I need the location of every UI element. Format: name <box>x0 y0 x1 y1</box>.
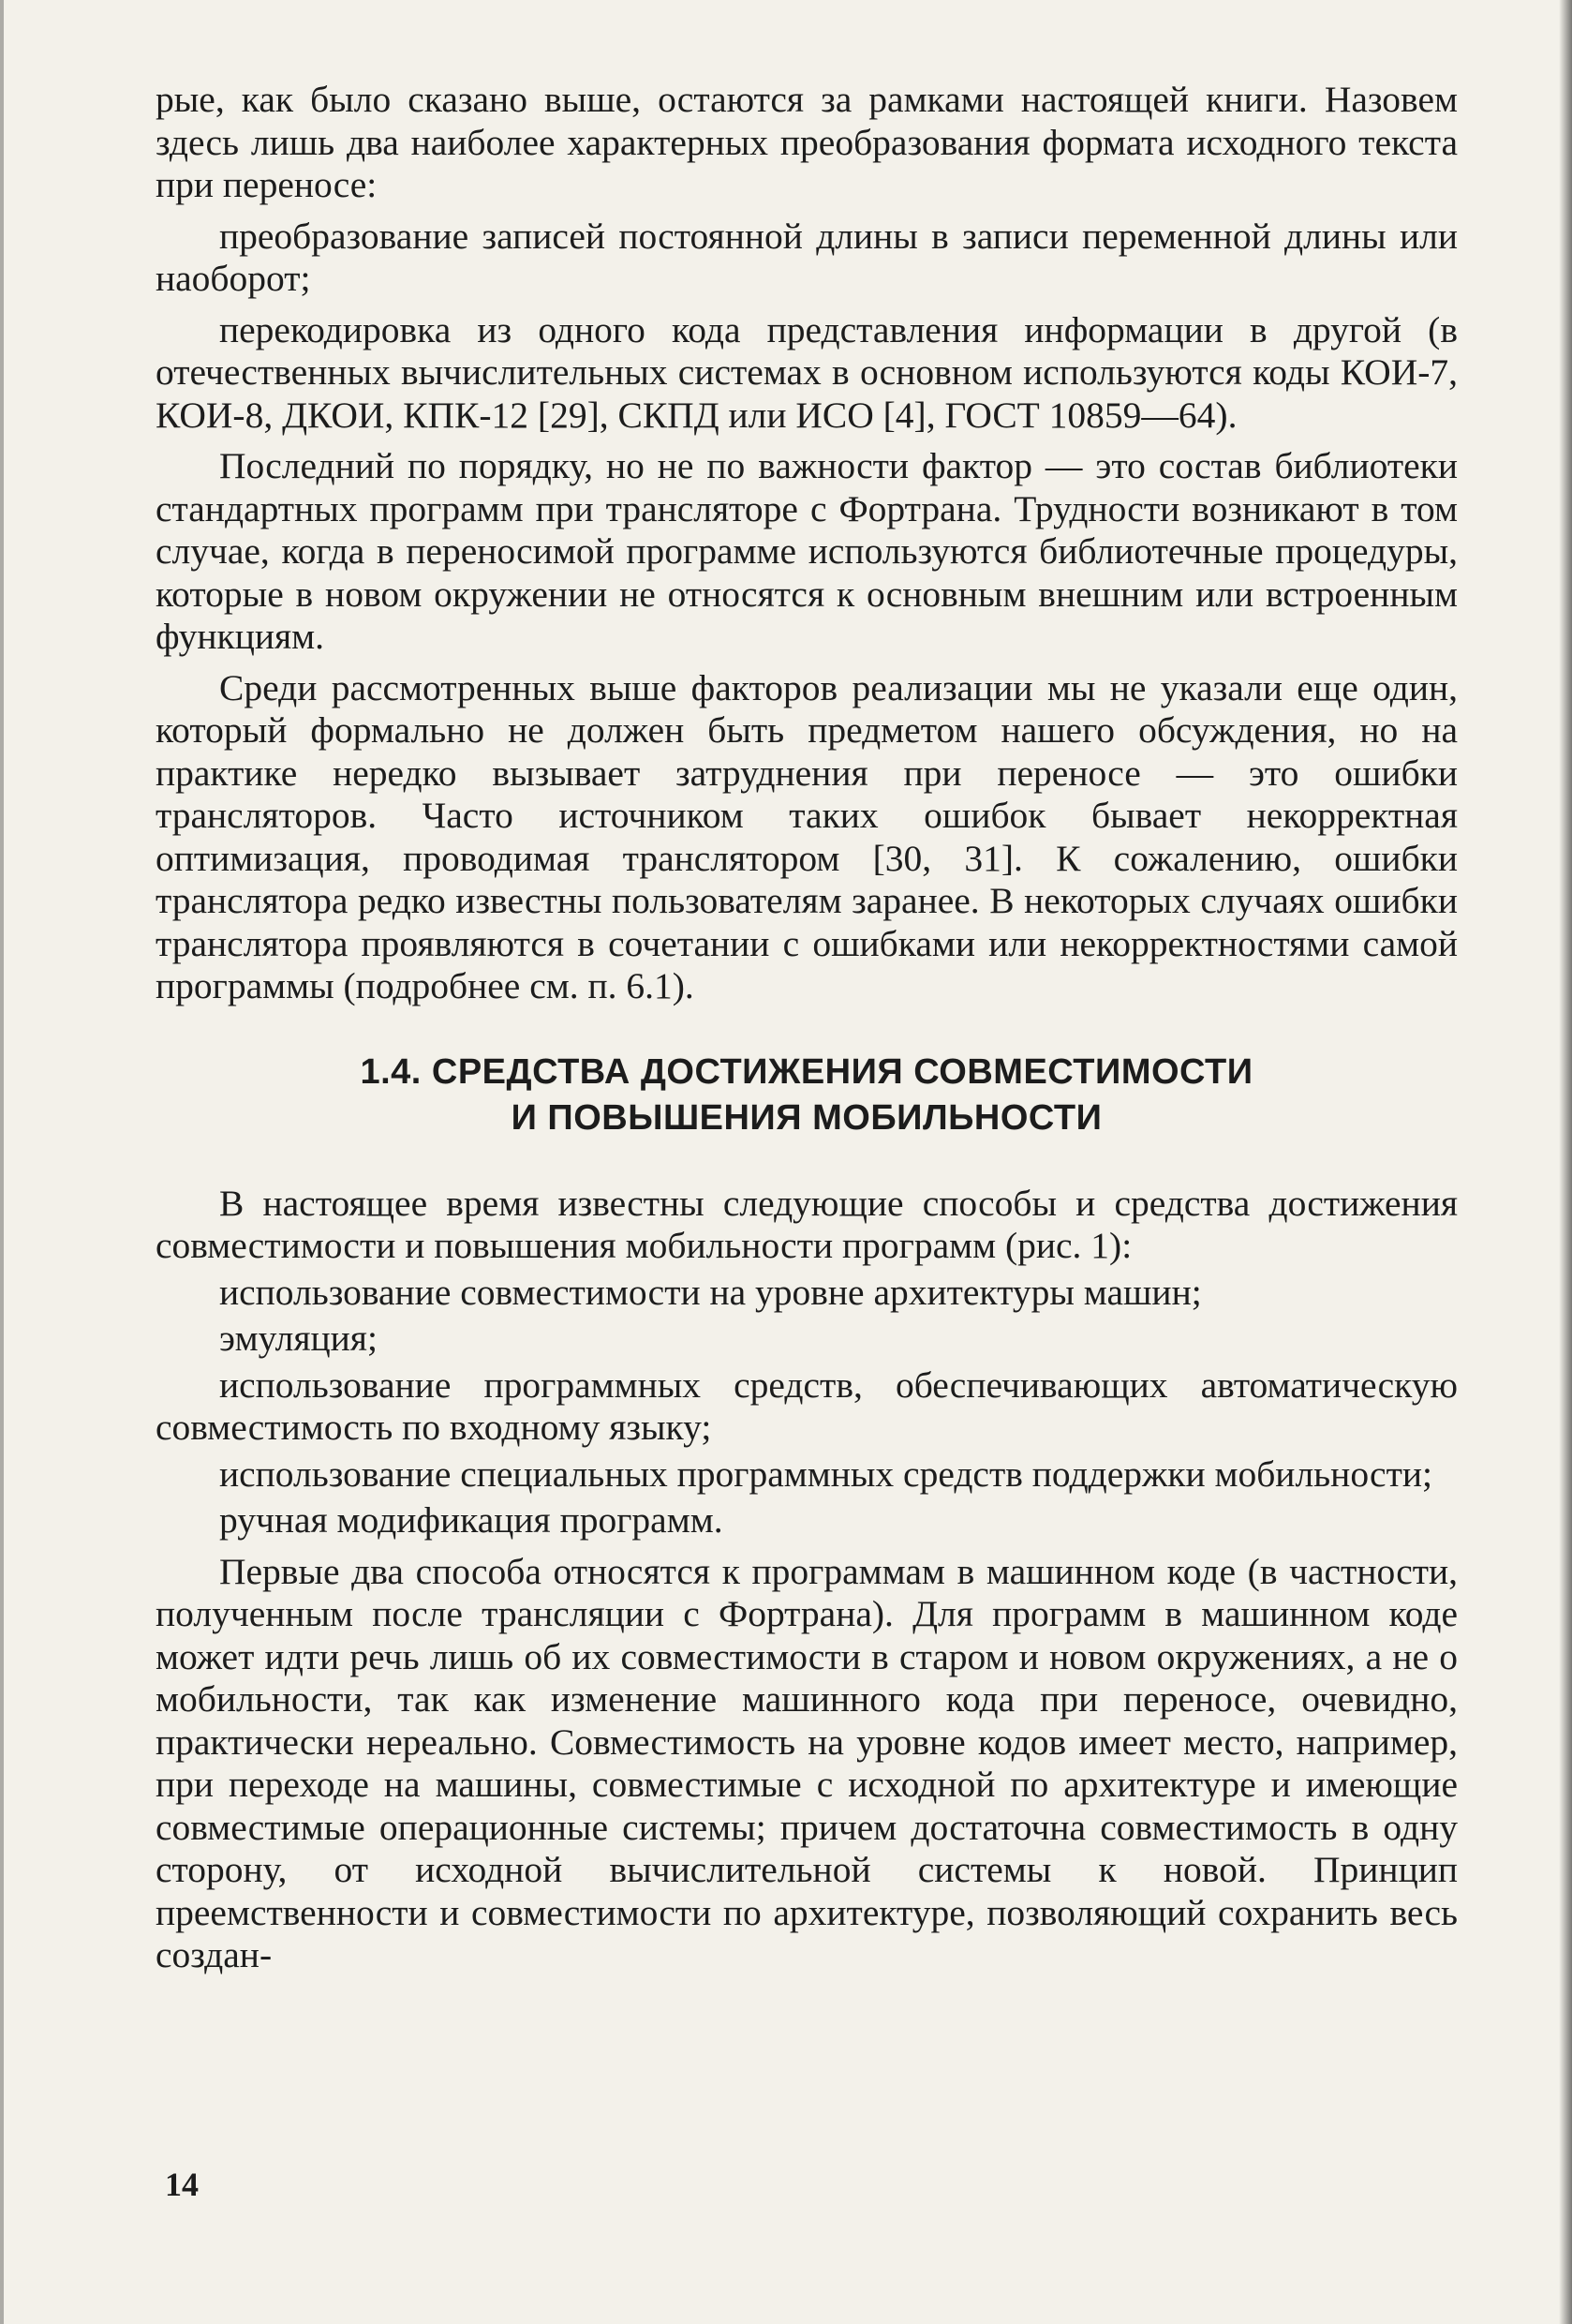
list-item: использование совместимости на уровне архитектуры машин; <box>219 1271 1202 1313</box>
section-heading <box>156 1050 1458 1141</box>
list-item: использование программных средств, обеспечивающих автоматическую совместимость по входному языку; <box>156 1363 1458 1448</box>
list-item: эмуляция; <box>219 1318 378 1359</box>
list-item: ручная модификация программ. <box>219 1499 723 1541</box>
paragraph-translator-errors: Среди рассмотренных выше факторов реализации мы не указали еще один, который формально не должен быть предметом нашего обсуждения, но на практике нередко вызывает затруднения при переносе — это ошибки трансляторов. Часто источником таких ошибок бывает некорректная оптимизация, проводимая транслятором [30, 31]. К сожалению, ошибки транслятора редко известны пользователям заранее. В некоторых случаях ошибки транслятора проявляются в сочетании с ошибками или некорректностями самой программы (подробнее см. п. 6.1). <box>156 666 1458 1006</box>
paragraph-recoding: перекодировка из одного кода представления информации в другой (в отечественных вычислительных системах в основном используются коды КОИ-7, КОИ-8, ДКОИ, КПК-12 [29], СКПД или ИСО [4], ГОСТ 10859—64). <box>156 308 1458 436</box>
paragraph-intro: В настоящее время известны следующие способы и средства достижения совместимости и повышения мобильности программ (рис. 1): <box>156 1182 1458 1266</box>
paragraph-record-conversion: преобразование записей постоянной длины в записи переменной длины или наоборот; <box>156 215 1458 299</box>
scan-left-edge <box>0 0 4 2324</box>
section-heading-line-2: И ПОВЫШЕНИЯ МОБИЛЬНОСТИ <box>511 1097 1103 1138</box>
scan-right-edge <box>1559 0 1572 2324</box>
paragraph-library-factor: Последний по порядку, но не по важности фактор — это состав библиотеки стандартных программ при трансляторе с Фортрана. Трудности возникают в том случае, когда в переносимой программе используются библиотечные процедуры, которые в новом окружении не относятся к основным внешним или встроенным функциям. <box>156 445 1458 657</box>
paragraph-machine-code: Первые два способа относятся к программам в машинном коде (в частности, полученным после трансляции с Фортрана). Для программ в машинном коде может идти речь лишь об их совместимости в старом и новом окружениях, а не о мобильности, так как изменение машинного кода при переносе, очевидно, практически нереально. Совместимость на уровне кодов имеет место, например, при переходе на машины, совместимые с исходной по архитектуре и имеющие совместимые операционные системы; причем достаточна совместимость в одну сторону, от исходной вычислительной системы к новой. Принцип преемственности и совместимости по архитектуре, позволяющий сохранить весь создан- <box>156 1550 1458 1975</box>
paragraph-continuation: рые, как было сказано выше, остаются за рамками настоящей книги. Назовем здесь лишь два наиболее характерных преобразования формата исходного текста при переносе: <box>156 79 1458 205</box>
list-item: использование специальных программных средств поддержки мобильности; <box>219 1452 1432 1495</box>
book-page <box>156 79 1458 1977</box>
page-number: 14 <box>165 2166 199 2203</box>
section-heading-line-1: 1.4. СРЕДСТВА ДОСТИЖЕНИЯ СОВМЕСТИМОСТИ <box>360 1051 1253 1092</box>
